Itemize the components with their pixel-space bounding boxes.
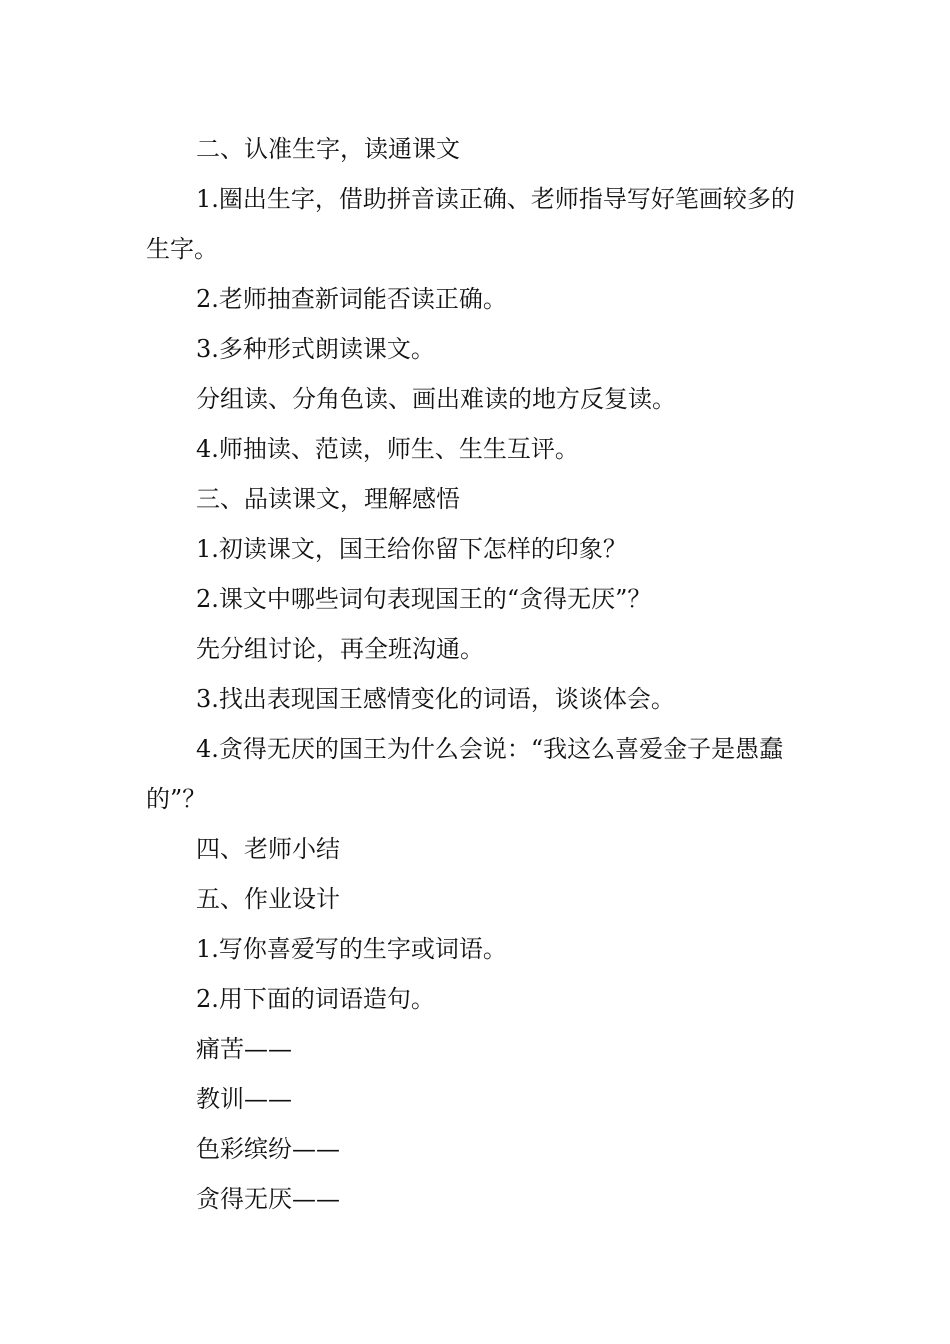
paragraph-item: 1.写你喜爱写的生字或词语。 (196, 935, 507, 963)
vocab-item: 色彩缤纷—— (196, 1135, 340, 1163)
section-heading-3: 三、品读课文，理解感悟 (196, 485, 460, 513)
paragraph-item: 2.课文中哪些词句表现国王的“贪得无厌”？ (196, 585, 652, 613)
document-body (146, 124, 810, 1224)
paragraph-item: 1.圈出生字，借助拼音读正确、老师指导写好笔画较多的生字。 (146, 185, 795, 263)
paragraph-item: 3.多种形式朗读课文。 (196, 335, 435, 363)
vocab-item: 教训—— (196, 1085, 292, 1113)
vocab-item: 痛苦—— (196, 1035, 292, 1063)
paragraph-text: 先分组讨论，再全班沟通。 (196, 635, 484, 663)
paragraph-item: 2.老师抽查新词能否读正确。 (196, 285, 507, 313)
paragraph-item: 4.贪得无厌的国王为什么会说：“我这么喜爱金子是愚蠢的”？ (146, 735, 784, 813)
paragraph-item: 1.初读课文，国王给你留下怎样的印象？ (196, 535, 627, 563)
paragraph-item: 2.用下面的词语造句。 (196, 985, 435, 1013)
section-heading-4: 四、老师小结 (196, 835, 340, 863)
vocab-item: 贪得无厌—— (196, 1185, 340, 1213)
section-heading-2: 二、认准生字，读通课文 (196, 135, 460, 163)
section-heading-5: 五、作业设计 (196, 885, 340, 913)
paragraph-item: 4.师抽读、范读，师生、生生互评。 (196, 435, 579, 463)
paragraph-item: 3.找出表现国王感情变化的词语，谈谈体会。 (196, 685, 675, 713)
paragraph-text: 分组读、分角色读、画出难读的地方反复读。 (196, 385, 676, 413)
